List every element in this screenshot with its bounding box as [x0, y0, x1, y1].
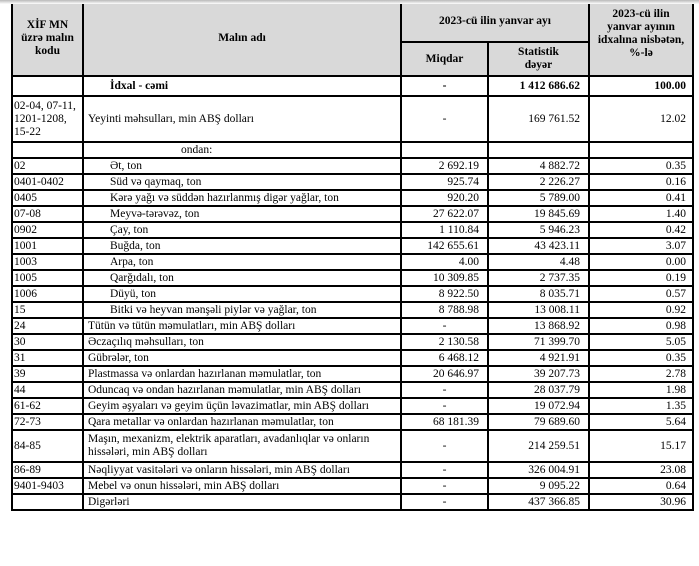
food-row: [12, 96, 693, 142]
row-quantity: -: [401, 430, 488, 462]
table-row: [12, 222, 693, 238]
row-value: 19 845.69: [488, 206, 589, 222]
row-share: 0.19: [589, 270, 693, 286]
table-row: [12, 238, 693, 254]
row-value: 13 008.11: [488, 302, 589, 318]
row-share: 1.98: [589, 382, 693, 398]
row-share: 0.41: [589, 190, 693, 206]
row-quantity: -: [401, 76, 488, 96]
table-row: [12, 462, 693, 478]
row-name: Oduncaq və ondan hazırlanan məmulatlar, min ABŞ dolları: [83, 382, 401, 398]
row-name: Əczaçılıq məhsulları, ton: [83, 334, 401, 350]
import-table: [11, 0, 694, 511]
row-quantity: 8 922.50: [401, 286, 488, 302]
row-share: 0.35: [589, 158, 693, 174]
row-value: 4.48: [488, 254, 589, 270]
row-code: 0401-0402: [12, 174, 83, 190]
row-code: 86-89: [12, 462, 83, 478]
row-quantity: 142 655.61: [401, 238, 488, 254]
row-code: 44: [12, 382, 83, 398]
header-name: Malın adı: [83, 1, 401, 76]
table-row: [12, 190, 693, 206]
row-name: Kərə yağı və süddən hazırlanmış digər yağlar, ton: [83, 190, 401, 206]
row-code: 1001: [12, 238, 83, 254]
table-row: [12, 254, 693, 270]
row-share: 1.40: [589, 206, 693, 222]
row-name: Tütün və tütün məmulatları, min ABŞ dolları: [83, 318, 401, 334]
row-share: 100.00: [589, 76, 693, 96]
row-name: Qara metallar və onlardan hazırlanan məmulatlar, ton: [83, 414, 401, 430]
row-quantity: 8 788.98: [401, 302, 488, 318]
row-share: 0.92: [589, 302, 693, 318]
row-code: 0902: [12, 222, 83, 238]
row-share: 0.64: [589, 478, 693, 494]
row-code: 24: [12, 318, 83, 334]
total-row: [12, 76, 693, 96]
row-quantity: 2 692.19: [401, 158, 488, 174]
row-code: 9401-9403: [12, 478, 83, 494]
row-code: 07-08: [12, 206, 83, 222]
header-value: Statistik dəyər: [488, 42, 589, 76]
row-share: 23.08: [589, 462, 693, 478]
row-name: Digərləri: [83, 494, 401, 510]
row-quantity: -: [401, 494, 488, 510]
row-share: 12.02: [589, 96, 693, 142]
header-share: 2023-cü ilin yanvar ayının idxalına nisbətən, %-lə: [589, 1, 693, 76]
row-name: Mebel və onun hissələri, min ABŞ dolları: [83, 478, 401, 494]
row-code: 72-73: [12, 414, 83, 430]
table-row: [12, 302, 693, 318]
row-share: 0.16: [589, 174, 693, 190]
page-top-shadow: [0, 0, 699, 4]
row-share: 0.35: [589, 350, 693, 366]
row-name: Qarğıdalı, ton: [83, 270, 401, 286]
row-share: 0.98: [589, 318, 693, 334]
table-row: [12, 350, 693, 366]
table-row: [12, 430, 693, 462]
row-value: 79 689.60: [488, 414, 589, 430]
row-value: 437 366.85: [488, 494, 589, 510]
table-row: [12, 318, 693, 334]
row-quantity: 6 468.12: [401, 350, 488, 366]
row-value: 9 095.22: [488, 478, 589, 494]
row-quantity: -: [401, 382, 488, 398]
row-code: [12, 494, 83, 510]
row-share: 1.35: [589, 398, 693, 414]
row-value: 326 004.91: [488, 462, 589, 478]
row-value: 4 921.91: [488, 350, 589, 366]
row-quantity: -: [401, 318, 488, 334]
row-share: 15.17: [589, 430, 693, 462]
row-quantity: -: [401, 398, 488, 414]
row-code: 15: [12, 302, 83, 318]
row-value: 43 423.11: [488, 238, 589, 254]
row-code: 1006: [12, 286, 83, 302]
row-code: 02-04, 07-11, 1201-1208, 15-22: [12, 96, 83, 142]
header-period: 2023-cü ilin yanvar ayı: [401, 1, 589, 42]
table-row: [12, 414, 693, 430]
row-quantity: -: [401, 462, 488, 478]
row-code: [12, 76, 83, 96]
table-row: [12, 478, 693, 494]
row-name: Plastmassa və onlardan hazırlanan məmulatlar, ton: [83, 366, 401, 382]
row-quantity: -: [401, 96, 488, 142]
row-code: 0405: [12, 190, 83, 206]
row-share: 0.57: [589, 286, 693, 302]
row-code: 39: [12, 366, 83, 382]
row-code: 02: [12, 158, 83, 174]
row-value: 2 226.27: [488, 174, 589, 190]
row-share: 0.42: [589, 222, 693, 238]
row-quantity: 1 110.84: [401, 222, 488, 238]
row-value: 214 259.51: [488, 430, 589, 462]
row-name: Meyvə-tərəvəz, ton: [83, 206, 401, 222]
row-name: Maşın, mexanizm, elektrik aparatları, avadanlıqlar və onların hissələri, min ABŞ dolları: [83, 430, 401, 462]
row-code: 61-62: [12, 398, 83, 414]
row-code: 84-85: [12, 430, 83, 462]
row-value: 5 946.23: [488, 222, 589, 238]
row-quantity: -: [401, 478, 488, 494]
table-row: [12, 206, 693, 222]
row-quantity: 920.20: [401, 190, 488, 206]
header-quantity: Miqdar: [401, 42, 488, 76]
row-name: Arpa, ton: [83, 254, 401, 270]
row-value: 5 789.00: [488, 190, 589, 206]
row-share: 5.05: [589, 334, 693, 350]
row-value: 39 207.73: [488, 366, 589, 382]
row-name: Buğda, ton: [83, 238, 401, 254]
row-share: [589, 142, 693, 158]
row-value: 13 868.92: [488, 318, 589, 334]
row-name: Çay, ton: [83, 222, 401, 238]
row-quantity: 27 622.07: [401, 206, 488, 222]
table-row: [12, 366, 693, 382]
row-name: Yeyinti məhsulları, min ABŞ dolları: [83, 96, 401, 142]
row-quantity: 20 646.97: [401, 366, 488, 382]
row-quantity: 68 181.39: [401, 414, 488, 430]
row-name: Bitki və heyvan mənşəli piylər və yağlar, ton: [83, 302, 401, 318]
row-quantity: [401, 142, 488, 158]
row-share: 5.64: [589, 414, 693, 430]
row-code: 1005: [12, 270, 83, 286]
row-value: 1 412 686.62: [488, 76, 589, 96]
row-name: Gübrələr, ton: [83, 350, 401, 366]
row-code: 31: [12, 350, 83, 366]
row-name: Düyü, ton: [83, 286, 401, 302]
of-which-row: [12, 142, 693, 158]
table-row: [12, 270, 693, 286]
row-code: 30: [12, 334, 83, 350]
row-share: 0.00: [589, 254, 693, 270]
row-value: 4 882.72: [488, 158, 589, 174]
header-code: XİF MN üzrə malın kodu: [12, 1, 83, 76]
row-share: 3.07: [589, 238, 693, 254]
of-which-label: ondan:: [83, 142, 401, 158]
row-value: 2 737.35: [488, 270, 589, 286]
table-row: [12, 398, 693, 414]
row-name: Geyim əşyaları və geyim üçün ləvazimatlar, min ABŞ dolları: [83, 398, 401, 414]
row-value: 19 072.94: [488, 398, 589, 414]
table-row: [12, 174, 693, 190]
row-name: Ət, ton: [83, 158, 401, 174]
row-value: 28 037.79: [488, 382, 589, 398]
row-quantity: 4.00: [401, 254, 488, 270]
row-code: [12, 142, 83, 158]
row-value: 71 399.70: [488, 334, 589, 350]
row-value: 8 035.71: [488, 286, 589, 302]
row-name: İdxal - cəmi: [83, 76, 401, 96]
row-name: Süd və qaymaq, ton: [83, 174, 401, 190]
row-name: Nəqliyyat vasitələri və onların hissələri, min ABŞ dolları: [83, 462, 401, 478]
row-value: 169 761.52: [488, 96, 589, 142]
row-quantity: 10 309.85: [401, 270, 488, 286]
row-share: 30.96: [589, 494, 693, 510]
row-value: [488, 142, 589, 158]
table-row: [12, 334, 693, 350]
row-quantity: 925.74: [401, 174, 488, 190]
row-code: 1003: [12, 254, 83, 270]
table-row: [12, 382, 693, 398]
table-row: [12, 158, 693, 174]
row-share: 2.78: [589, 366, 693, 382]
table-row: [12, 286, 693, 302]
row-quantity: 2 130.58: [401, 334, 488, 350]
table-row: [12, 494, 693, 510]
